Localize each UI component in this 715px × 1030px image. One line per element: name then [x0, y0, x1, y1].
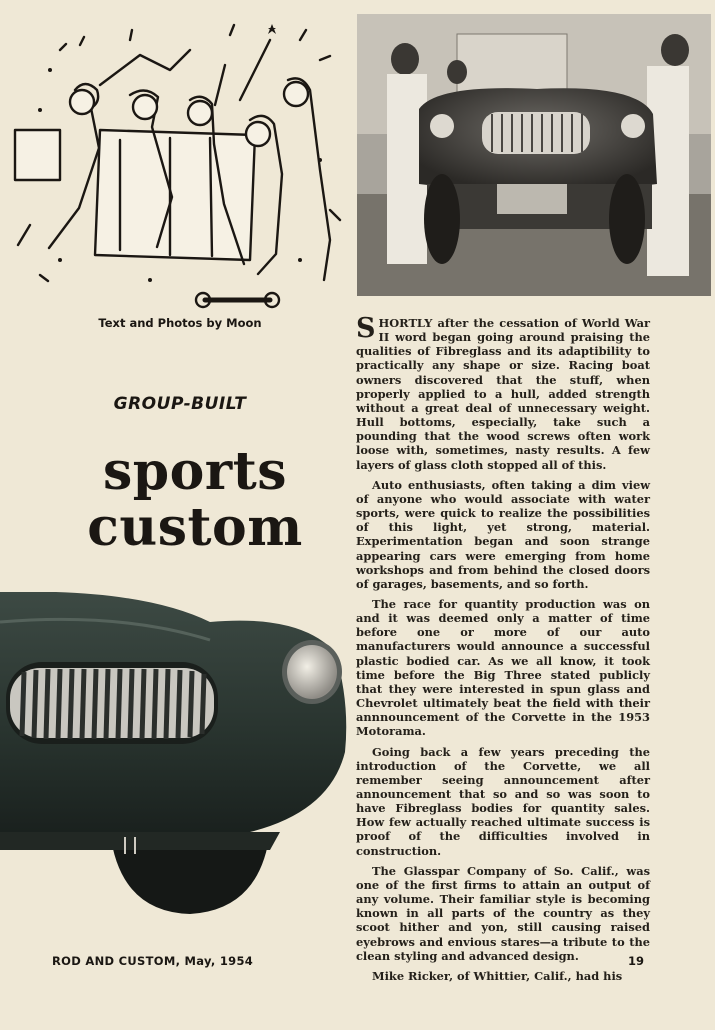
- article-headline: [30, 441, 360, 558]
- page-number: 19: [628, 954, 645, 968]
- car-front-photo: [0, 592, 350, 922]
- paragraph-1-text: HORTLY after the cessation of World War II word began going around praising the qualities of Fibreglass and its adaptibility to practically any shape or size. Racing boat owners discovered that the stuff, when properly applied to a hull, added strength without a great deal of unnecessary weight. Hull bottoms, especially, take such a pounding that the wood screws often work loose with, sometimes, nasty results. A few layers of glass cloth stopped all of this.: [356, 316, 650, 472]
- article-paragraph-1: [356, 313, 650, 472]
- article-kicker: GROUP-BUILT: [113, 394, 247, 414]
- group-builders-cartoon: [0, 10, 350, 310]
- car-body-photo: [357, 14, 711, 296]
- article-paragraph-3: The race for quantity production was on and it was deemed only a matter of time before one or more of our auto manufacturers would announce a successful plastic bodied car. As we all know, it took time before the Big Three stated publicly that they were interested in spun glass and Chevrolet ultimately beat the field with their annnouncement of the Corvette in the 1953 Motorama.: [356, 596, 650, 739]
- photo-credit: Text and Photos by Moon: [98, 316, 262, 330]
- publication-footer: ROD AND CUSTOM, May, 1954: [52, 954, 254, 968]
- drop-cap: S: [356, 313, 376, 344]
- article-paragraph-5: The Glasspar Company of So. Calif., was one of the first firms to attain an output of any volume. Their familiar style is becoming known in all parts of the country as they scoot hither and yon, still causing raised eyebrows and envious stares—a tribute to the clean styling and advanced design.: [356, 863, 650, 963]
- article-body: [356, 313, 650, 989]
- article-paragraph-4: Going back a few years preceding the introduction of the Corvette, we all remember seeing announcement after announcement that so and so was soon to have Fibreglass bodies for quantity sales. How few actually reached ultimate success is proof of the difficulties involved in construction.: [356, 744, 650, 858]
- headline-line-2: custom: [87, 497, 303, 558]
- headline-line-1: sports: [102, 441, 287, 502]
- article-paragraph-6: Mike Ricker, of Whittier, Calif., had his: [372, 968, 623, 983]
- article-paragraph-2: Auto enthusiasts, often taking a dim view of anyone who would associate with water sports, were quick to realize the possibilities of this light, yet strong, material. Experimentation began and soon strange appearing cars were emerging from home workshops and from behind the closed doors of garages, basements, and so forth.: [356, 477, 650, 591]
